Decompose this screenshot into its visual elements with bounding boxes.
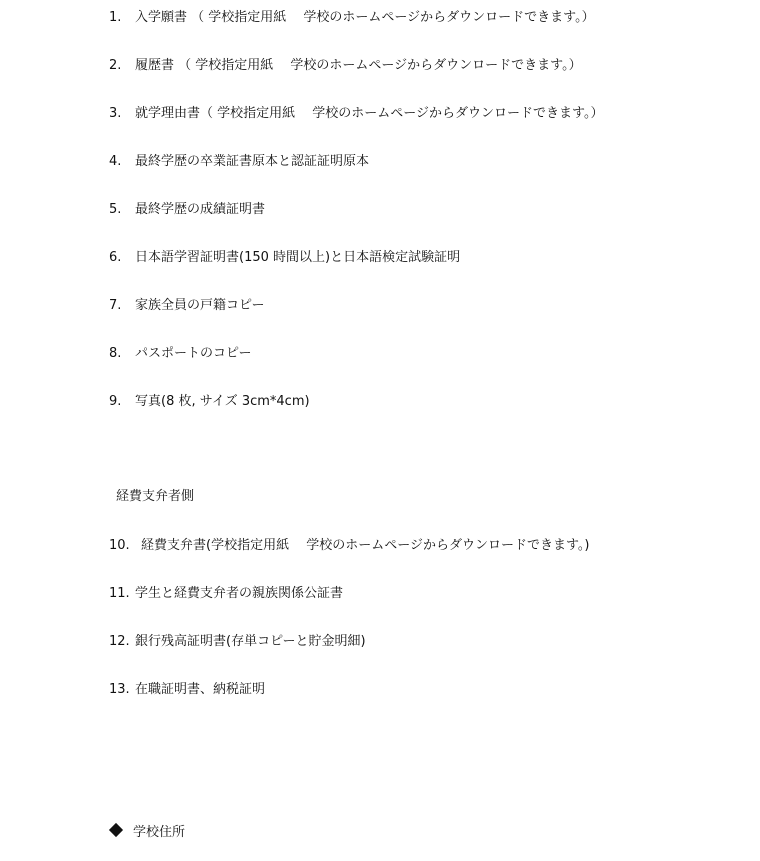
item-number: 8. xyxy=(109,346,122,361)
item-number: 5. xyxy=(109,202,122,217)
item-number: 4. xyxy=(109,154,122,169)
list-item xyxy=(109,200,265,220)
school-address-label: 学校住所 xyxy=(133,825,186,840)
list-item xyxy=(109,392,310,412)
item-text: 履歴書 （ 学校指定用紙 学校のホームページからダウンロードできます。） xyxy=(135,58,582,73)
item-number: 1. xyxy=(109,10,122,25)
item-text: パスポートのコピー xyxy=(135,346,252,361)
item-number: 11. xyxy=(109,586,130,601)
diamond-bullet-icon xyxy=(109,823,123,837)
item-number: 2. xyxy=(109,58,122,73)
school-address-heading xyxy=(109,823,185,843)
list-item xyxy=(109,56,582,76)
item-text: 銀行残高証明書(存単コピーと貯金明細) xyxy=(135,634,366,649)
item-number: 13. xyxy=(109,682,130,697)
item-text: 在職証明書、納税証明 xyxy=(135,682,266,697)
list-item xyxy=(109,8,595,28)
item-text: 日本語学習証明書(150 時間以上)と日本語検定試験証明 xyxy=(135,250,461,265)
item-text: 写真(8 枚, サイズ 3cm*4cm) xyxy=(135,394,310,409)
item-number: 10. xyxy=(109,538,130,553)
item-text: 最終学歴の成績証明書 xyxy=(135,202,266,217)
list-item xyxy=(109,584,343,604)
list-item xyxy=(109,248,460,268)
item-text: 経費支弁書(学校指定用紙 学校のホームページからダウンロードできます。) xyxy=(141,538,590,553)
item-text: 入学願書 （ 学校指定用紙 学校のホームページからダウンロードできます。） xyxy=(135,10,595,25)
item-text: 家族全員の戸籍コピー xyxy=(135,298,265,313)
item-number: 3. xyxy=(109,106,122,121)
sponsor-section-heading: 経費支弁者側 xyxy=(116,489,195,504)
list-item xyxy=(109,104,603,124)
item-number: 12. xyxy=(109,634,130,649)
list-item xyxy=(109,680,265,700)
list-item xyxy=(109,152,369,172)
item-number: 7. xyxy=(109,298,122,313)
item-number: 6. xyxy=(109,250,122,265)
item-text: 最終学歴の卒業証書原本と認証証明原本 xyxy=(135,154,370,169)
item-text: 学生と経費支弁者の親族関係公証書 xyxy=(135,586,344,601)
list-item xyxy=(109,344,251,364)
list-item xyxy=(109,296,264,316)
list-item xyxy=(109,632,366,652)
item-text: 就学理由書（ 学校指定用紙 学校のホームページからダウンロードできます。） xyxy=(135,106,604,121)
item-number: 9. xyxy=(109,394,122,409)
list-item xyxy=(109,536,589,556)
